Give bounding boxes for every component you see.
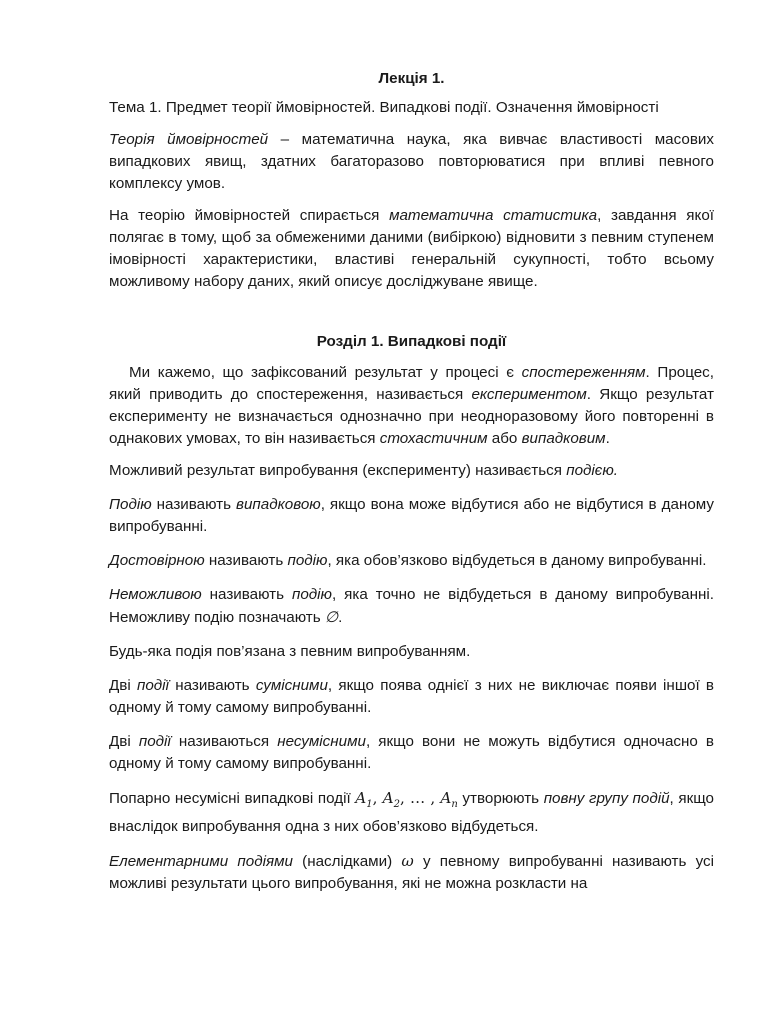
incompatible-events-definition: Дві події називаються несумісними, якщо вони не можуть відбутися одночасно в одному й тому самому випробуванні. bbox=[109, 733, 714, 772]
section-title: Розділ 1. Випадкові події bbox=[316, 333, 507, 350]
any-event-statement: Будь-яка подія пов’язана з певним випробуванням. bbox=[109, 643, 471, 660]
statistics-paragraph: На теорію ймовірностей спирається математична статистика, завдання якої полягає в тому, щоб за обмеженими даними (вибіркою) відновити з певним ступенем імовірності характеристики, властиві генеральній сукупності, тобто всьому можливому набору даних, який описує досліджуване явище. bbox=[109, 207, 715, 290]
intro-paragraph: Теорія ймовірностей – математична наука, яка вивчає властивості масових випадкових явищ, здатних багаторазово повторюватися при впливі певного комплексу умов. bbox=[109, 131, 714, 192]
intro-term: Теорія ймовірностей bbox=[109, 131, 269, 148]
elementary-events-definition: Елементарними подіями (наслідками) ω у певному випробуванні називають усі можливі результати цього випробування, які не можна розкласти на bbox=[109, 852, 714, 893]
random-event-definition: Подію називають випадковою, якщо вона може відбутися або не відбутися в даному випробуванні. bbox=[109, 496, 714, 535]
observation-paragraph: Ми кажемо, що зафіксований результат у процесі є спостереженням. Процес, який приводить до спостереження, називається експериментом. Якщо результат експерименту не визначається однозначно при неодноразовому його повторенні в однакових умовах, то він називається стохастичним або випадковим. bbox=[109, 364, 714, 447]
event-sequence-formula: $A_1$, $A_2$, … , $A_n$ bbox=[355, 789, 458, 811]
certain-event-definition: Достовірною називають подію, яка обов’язково відбудеться в даному випробуванні. bbox=[109, 552, 707, 569]
event-definition: Можливий результат випробування (експерименту) називається подією. bbox=[109, 462, 618, 479]
compatible-events-definition: Дві події називають сумісними, якщо поява однієї з них не виключає появи іншої в одному й тому самому випробуванні. bbox=[109, 677, 714, 716]
omega-symbol: ω bbox=[401, 852, 414, 871]
topic-line: Тема 1. Предмет теорії ймовірностей. Випадкові події. Означення ймовірності bbox=[109, 99, 659, 116]
full-group-definition: Попарно несумісні випадкові події $A_1$, $A_2$, … , $A_n$ утворюють повну групу подій, якщо внаслідок випробування одна з них обов’язково відбудеться. bbox=[109, 789, 714, 836]
statistics-term: математична статистика bbox=[389, 207, 598, 224]
lecture-title: Лекція 1. bbox=[378, 70, 445, 87]
impossible-event-definition: Неможливою називають подію, яка точно не відбудеться в даному випробуванні. Неможливу подію позначають ∅. bbox=[109, 586, 714, 626]
empty-set-symbol: ∅ bbox=[324, 608, 339, 626]
